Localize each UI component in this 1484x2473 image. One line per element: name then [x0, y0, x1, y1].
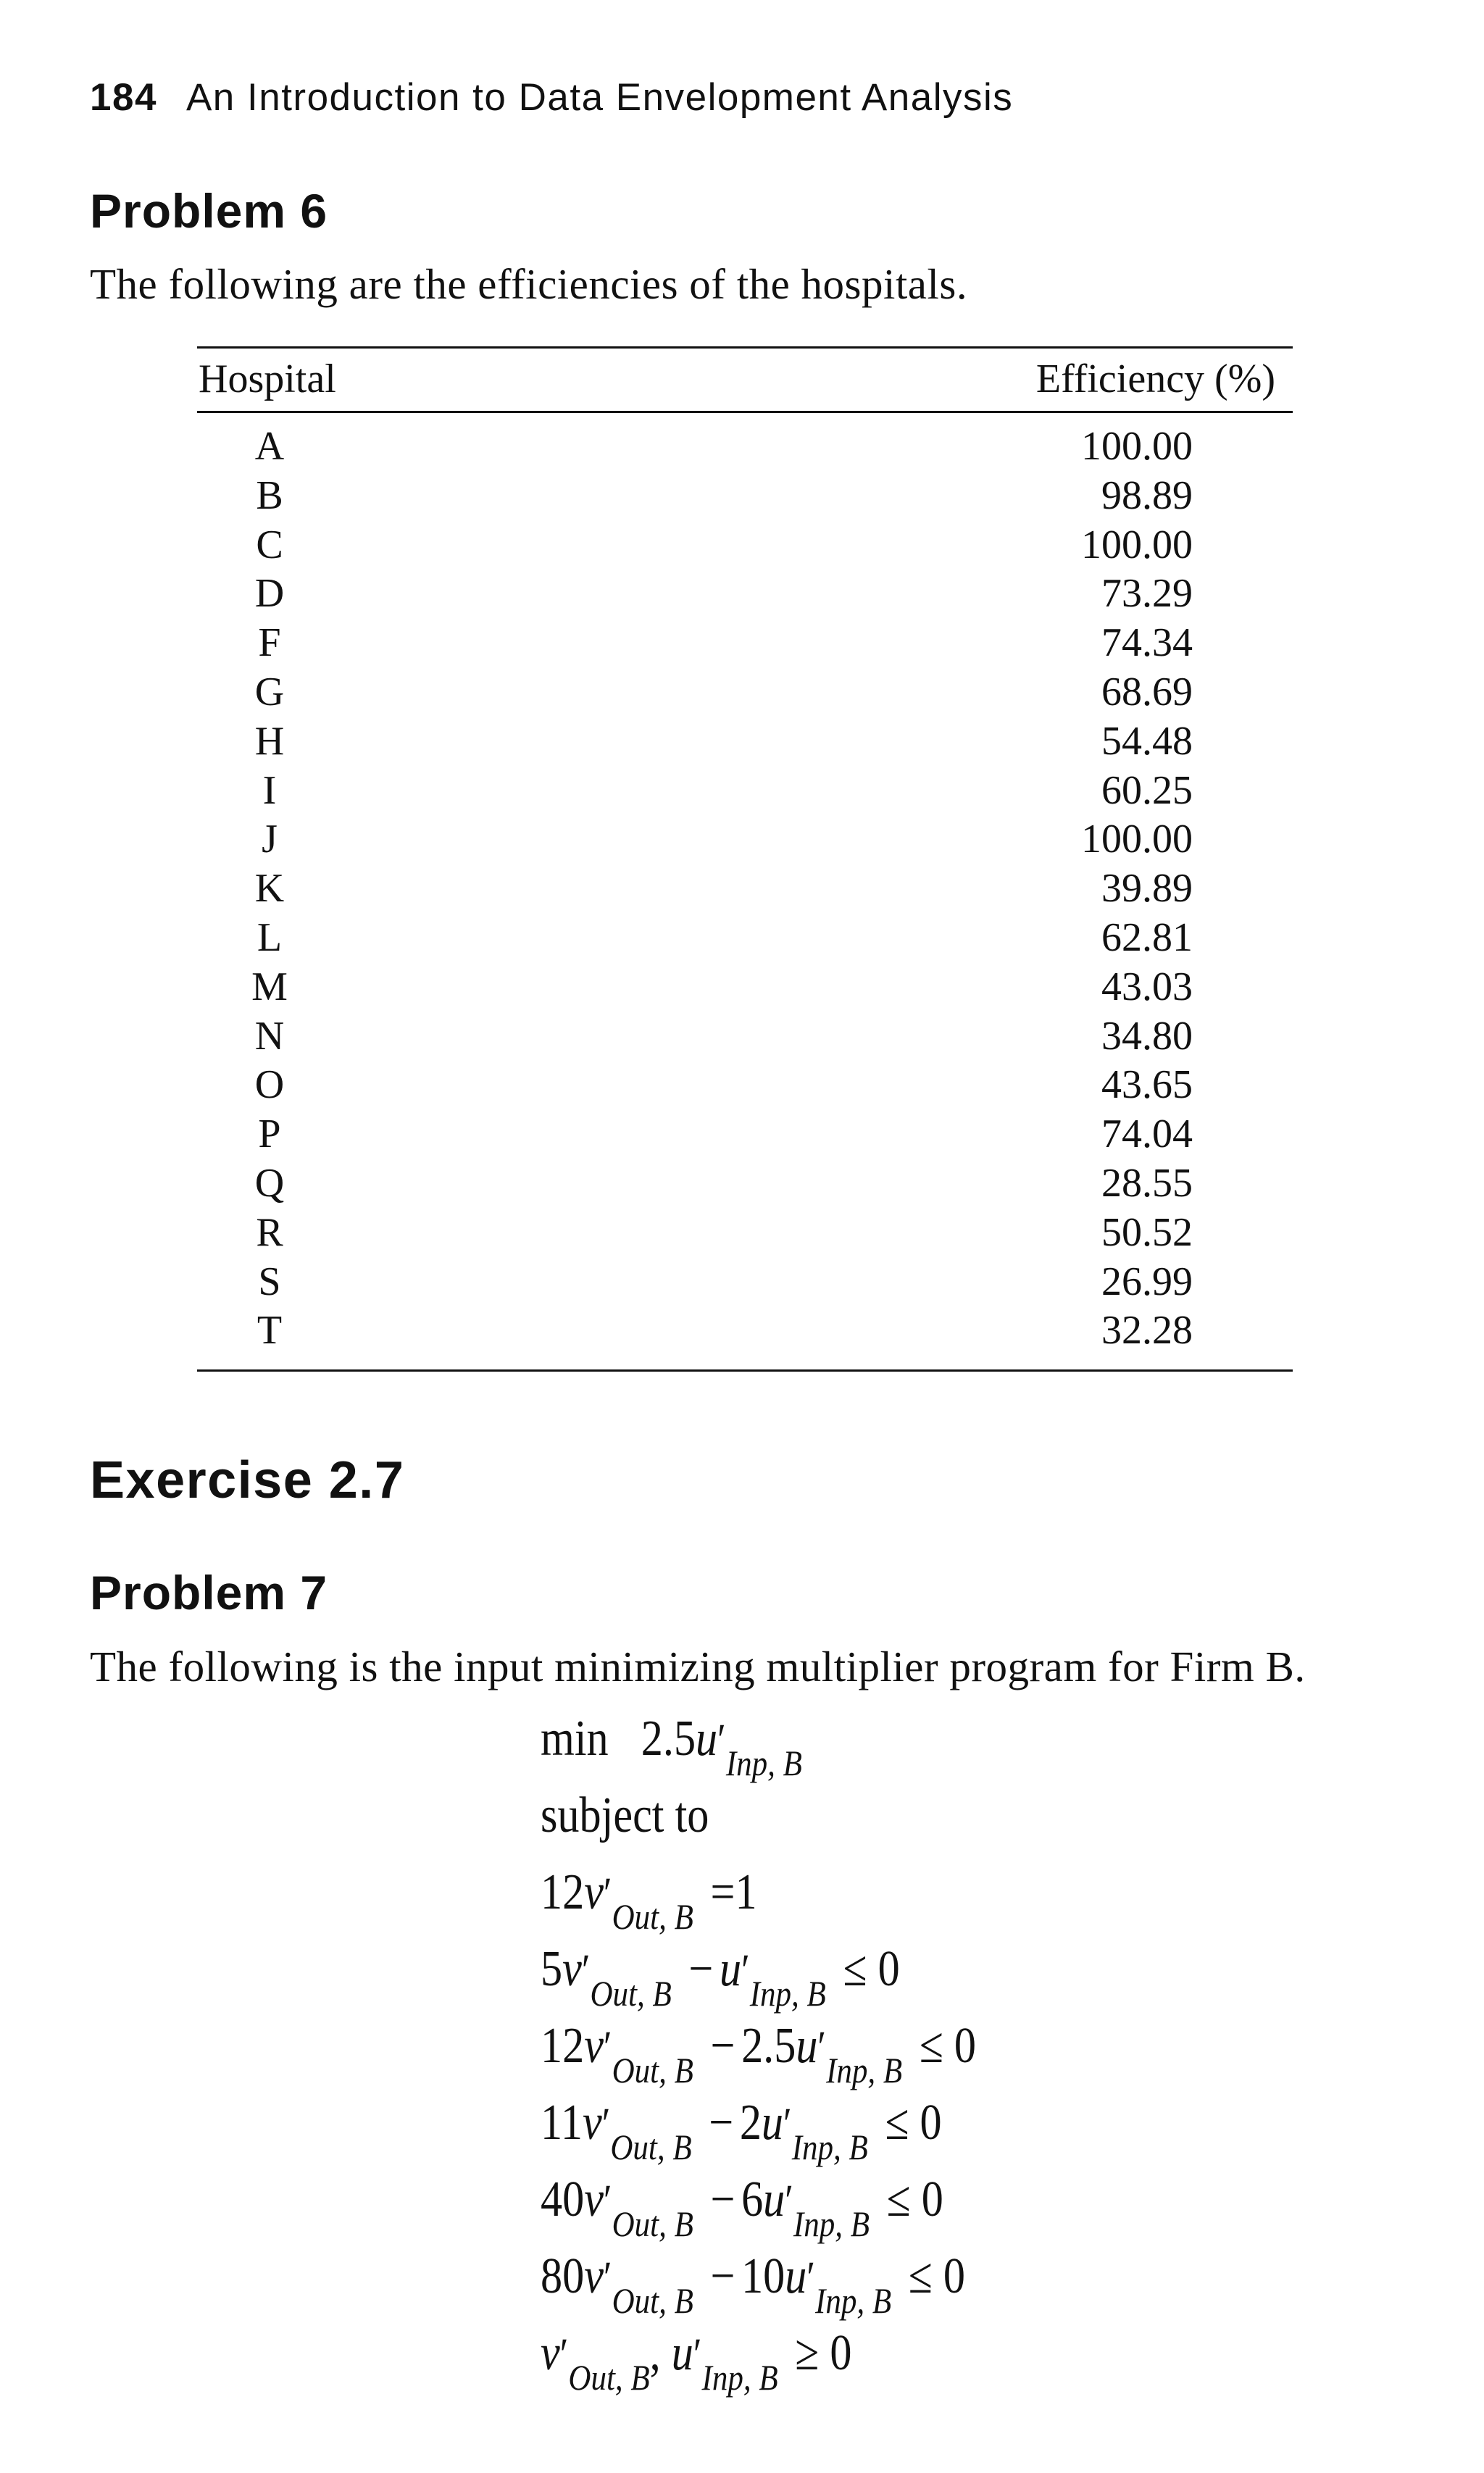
nonnegativity-constraint	[541, 2324, 1288, 2401]
coef: 11	[541, 2095, 583, 2151]
var-v: v	[584, 1864, 604, 1920]
var-v: v	[562, 1941, 582, 1997]
subscript-inp: Inp, B	[749, 1973, 826, 2014]
prime-mark: ′	[603, 1869, 612, 1919]
rhs: ≤ 0	[908, 2248, 965, 2304]
minus-sign: −	[688, 1941, 714, 1997]
prime-mark: ′	[693, 2330, 702, 2380]
efficiency-cell: 28.55	[1101, 1160, 1193, 1206]
efficiency-cell: 43.03	[1101, 964, 1193, 1009]
prime-mark: ′	[603, 2253, 612, 2303]
minus-sign: −	[710, 2018, 735, 2074]
page-number: 184	[90, 76, 157, 119]
efficiency-cell: 68.69	[1101, 669, 1193, 714]
hospital-cell: C	[256, 522, 283, 567]
problem-6-intro: The following are the efficiencies of the hospitals.	[90, 260, 968, 308]
hospital-cell: A	[254, 424, 285, 469]
hospital-cell: G	[254, 669, 285, 714]
minus-sign: −	[709, 2095, 734, 2151]
efficiency-cell: 98.89	[1101, 472, 1193, 518]
efficiency-cell: 50.52	[1101, 1209, 1193, 1255]
hospital-cell: M	[251, 964, 288, 1009]
hospital-cell: R	[256, 1209, 283, 1255]
prime-mark: ′	[603, 2023, 612, 2072]
table-row	[197, 1307, 1293, 1356]
efficiency-cell: 60.25	[1101, 767, 1193, 813]
efficiency-cell: 100.00	[1081, 522, 1193, 567]
var-u: u	[796, 2018, 818, 2074]
rhs: ≤ 0	[843, 1941, 900, 1997]
table-row	[197, 620, 1293, 669]
subscript-out: Out, B	[612, 2280, 693, 2321]
minus-sign: −	[710, 2248, 735, 2304]
table-row	[197, 669, 1293, 718]
efficiency-cell: 39.89	[1101, 866, 1193, 912]
efficiency-cell: 74.34	[1101, 620, 1193, 666]
var-v: v	[582, 2095, 602, 2151]
hospital-cell: Q	[254, 1160, 285, 1206]
coef: 2.5	[741, 2018, 796, 2074]
table-row	[197, 865, 1293, 914]
min-keyword: min	[541, 1711, 609, 1767]
prime-mark: ′	[601, 2100, 611, 2149]
efficiency-cell: 100.00	[1081, 424, 1193, 469]
efficiency-table	[197, 346, 1293, 1372]
coef: 12	[541, 1864, 585, 1920]
running-head	[90, 75, 1013, 120]
table-row	[197, 1209, 1293, 1259]
table-body	[197, 413, 1293, 1369]
hospital-cell: B	[256, 472, 283, 518]
hospital-cell: F	[258, 620, 281, 666]
table-bottom-rule	[197, 1369, 1293, 1372]
table-row	[197, 570, 1293, 620]
subscript-out: Out, B	[568, 2357, 650, 2398]
hospital-cell: H	[254, 718, 285, 764]
prime-mark: ′	[785, 2177, 793, 2226]
coef: 10	[741, 2248, 785, 2304]
table-row	[197, 472, 1293, 522]
prime-mark: ′	[717, 1716, 726, 1765]
subscript-inp: Inp, B	[701, 2357, 778, 2398]
constraint-1	[541, 1864, 1288, 1940]
table-row	[197, 816, 1293, 865]
table-row	[197, 1013, 1293, 1062]
table-row	[197, 1111, 1293, 1160]
hospital-cell: K	[254, 866, 285, 912]
coef: 6	[741, 2172, 764, 2227]
multiplier-program	[541, 1710, 1410, 2401]
var-u: u	[671, 2325, 693, 2381]
efficiency-cell: 73.29	[1101, 571, 1193, 617]
var-u: u	[785, 2248, 807, 2304]
hospital-cell: J	[262, 817, 278, 862]
coef: 5	[541, 1941, 563, 1997]
subscript-inp: Inp, B	[826, 2050, 903, 2090]
prime-mark: ′	[581, 1946, 591, 1996]
header-hospital: Hospital	[199, 356, 336, 401]
subscript-out: Out, B	[590, 1973, 672, 2014]
rhs: ≥ 0	[795, 2325, 852, 2381]
subscript-out: Out, B	[610, 2127, 692, 2167]
hospital-cell: S	[258, 1259, 281, 1304]
prime-mark: ′	[559, 2330, 569, 2380]
subscript-inp: Inp, B	[793, 2203, 870, 2244]
table-row	[197, 1259, 1293, 1308]
prime-mark: ′	[603, 2177, 612, 2226]
constraint-3	[541, 2017, 1288, 2094]
table-row	[197, 522, 1293, 571]
comma: ,	[649, 2325, 661, 2381]
prime-mark: ′	[806, 2253, 816, 2303]
constraint-5	[541, 2171, 1288, 2248]
header-efficiency: Efficiency (%)	[1035, 356, 1275, 401]
efficiency-cell: 43.65	[1101, 1062, 1193, 1108]
objective-coef: 2.5	[641, 1711, 696, 1767]
rhs: ≤ 0	[886, 2172, 943, 2227]
table-row	[197, 1160, 1293, 1209]
var-u: u	[696, 1711, 718, 1767]
efficiency-cell: 54.48	[1101, 718, 1193, 764]
coef: 12	[541, 2018, 585, 2074]
hospital-cell: N	[254, 1013, 285, 1059]
subscript-out: Out, B	[612, 2050, 693, 2090]
problem-7-intro: The following is the input minimizing multiplier program for Firm B.	[90, 1643, 1306, 1690]
minus-sign: −	[710, 2172, 735, 2227]
table-row	[197, 423, 1293, 472]
efficiency-cell: 32.28	[1101, 1308, 1193, 1354]
table-row	[197, 964, 1293, 1013]
var-u: u	[761, 2095, 784, 2151]
problem-7-heading: Problem 7	[90, 1566, 328, 1619]
var-u: u	[763, 2172, 785, 2227]
subject-to-label: subject to	[541, 1788, 709, 1843]
hospital-cell: D	[254, 571, 285, 617]
exercise-heading: Exercise 2.7	[90, 1451, 405, 1509]
var-v: v	[584, 2018, 604, 2074]
coef: 80	[541, 2248, 585, 2304]
efficiency-cell: 26.99	[1101, 1259, 1193, 1304]
table-row	[197, 767, 1293, 817]
table-row	[197, 718, 1293, 767]
book-title: An Introduction to Data Envelopment Analysis	[186, 76, 1014, 119]
rhs: =1	[710, 1864, 757, 1920]
constraint-2	[541, 1940, 1288, 2017]
table-header	[197, 349, 1293, 411]
coef: 2	[739, 2095, 762, 2151]
subscript-inp: Inp, B	[815, 2280, 892, 2321]
subscript-out: Out, B	[612, 2203, 693, 2244]
rhs: ≤ 0	[919, 2018, 977, 2074]
hospital-cell: P	[258, 1112, 281, 1157]
var-v: v	[584, 2248, 604, 2304]
efficiency-cell: 34.80	[1101, 1013, 1193, 1059]
subscript-inp: Inp, B	[725, 1743, 802, 1783]
efficiency-cell: 62.81	[1101, 914, 1193, 960]
constraint-6	[541, 2248, 1288, 2324]
prime-mark: ′	[817, 2023, 827, 2072]
hospital-cell: T	[257, 1308, 283, 1354]
var-v: v	[584, 2172, 604, 2227]
table-row	[197, 914, 1293, 964]
prime-mark: ′	[741, 1946, 750, 1996]
var-v: v	[541, 2325, 560, 2381]
subscript-inp: Inp, B	[791, 2127, 868, 2167]
problem-6-heading: Problem 6	[90, 184, 328, 238]
prime-mark: ′	[783, 2100, 792, 2149]
coef: 40	[541, 2172, 585, 2227]
subscript-out: Out, B	[612, 1896, 693, 1937]
hospital-cell: I	[262, 767, 277, 813]
hospital-cell: O	[254, 1062, 285, 1108]
objective-line	[541, 1710, 1288, 1787]
efficiency-cell: 100.00	[1081, 817, 1193, 862]
table-row	[197, 1062, 1293, 1111]
efficiency-cell: 74.04	[1101, 1112, 1193, 1157]
hospital-cell: L	[257, 914, 283, 960]
var-u: u	[719, 1941, 742, 1997]
subject-to-line	[541, 1787, 1288, 1864]
rhs: ≤ 0	[885, 2095, 942, 2151]
constraint-4	[541, 2094, 1288, 2171]
